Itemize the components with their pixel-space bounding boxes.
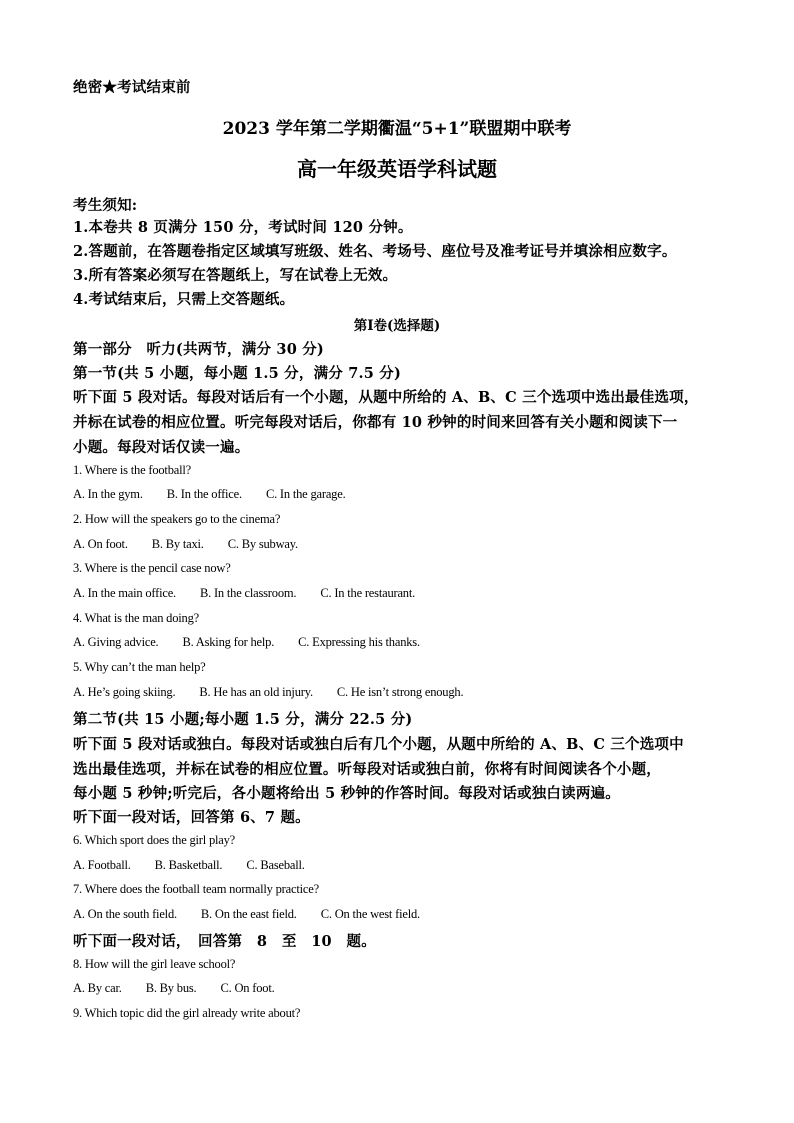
option-c: C. By subway. <box>227 537 298 551</box>
option-c: C. He isn’t strong enough. <box>336 685 464 699</box>
question-options <box>73 487 346 502</box>
option-a: A. He’s going skiing. <box>73 685 176 699</box>
option-c: C. In the restaurant. <box>320 586 416 600</box>
option-b: B. Basketball. <box>154 858 223 872</box>
section2-instruction: 每小题 5 秒钟;听完后，各小题将给出 5 秒钟的作答时间。每段对话或独白读两遍。 <box>73 785 620 802</box>
option-b: B. By bus. <box>145 981 197 995</box>
option-a: A. By car. <box>73 981 122 995</box>
option-b: B. In the office. <box>166 487 242 501</box>
option-c: C. On foot. <box>220 981 275 995</box>
option-b: B. He has an old injury. <box>199 685 313 699</box>
notice-item: 1.本卷共 8 页满分 150 分，考试时间 120 分钟。 <box>73 219 413 236</box>
question-options <box>73 981 275 996</box>
question-text: 6. Which sport does the girl play? <box>73 833 236 847</box>
notice-item: 3.所有答案必须写在答题纸上，写在试卷上无效。 <box>73 267 398 284</box>
question-text: 4. What is the man doing? <box>73 611 199 625</box>
question-text: 7. Where does the football team normally practice? <box>73 882 319 896</box>
option-a: A. In the gym. <box>73 487 143 501</box>
part1-title: 第一部分 听力(共两节，满分 30 分) <box>73 341 324 358</box>
section1-title: 第一节(共 5 小题，每小题 1.5 分，满分 7.5 分) <box>73 365 402 382</box>
question-options <box>73 907 420 922</box>
option-a: A. Giving advice. <box>73 635 159 649</box>
exam-title: 2023 学年第二学期衢温“5+1”联盟期中联考 <box>222 119 572 139</box>
section2-title: 第二节(共 15 小题;每小题 1.5 分，满分 22.5 分) <box>73 711 413 728</box>
section2-instruction: 选出最佳选项，并标在试卷的相应位置。听每段对话或独白前，你将有时间阅读各个小题， <box>73 761 661 778</box>
option-b: B. By taxi. <box>151 537 204 551</box>
question-text: 9. Which topic did the girl already write about? <box>73 1006 301 1020</box>
option-a: A. In the main office. <box>73 586 176 600</box>
option-c: C. On the west field. <box>320 907 420 921</box>
notice-item: 2.答题前，在答题卷指定区域填写班级、姓名、考场号、座位号及准考证号并填涂相应数字。 <box>73 243 677 260</box>
option-c: C. In the garage. <box>265 487 346 501</box>
option-a: A. On foot. <box>73 537 128 551</box>
option-b: B. In the classroom. <box>199 586 297 600</box>
question-options <box>73 537 298 552</box>
exam-subtitle: 高一年级英语学科试题 <box>297 157 497 181</box>
section2-instruction: 听下面 5 段对话或独白。每段对话或独白后有几个小题，从题中所给的 A、B、C 三个选项中 <box>73 736 684 753</box>
group-title: 听下面一段对话，回答第 6、7 题。 <box>73 809 310 826</box>
question-text: 3. Where is the pencil case now? <box>73 561 231 575</box>
question-text: 8. How will the girl leave school? <box>73 957 236 971</box>
question-options <box>73 858 305 873</box>
question-text: 1. Where is the football? <box>73 463 191 477</box>
option-c: C. Expressing his thanks. <box>298 635 420 649</box>
option-a: A. Football. <box>73 858 131 872</box>
option-b: B. On the east field. <box>200 907 297 921</box>
confidential-label: 绝密★考试结束前 <box>73 79 191 96</box>
option-a: A. On the south field. <box>73 907 177 921</box>
notice-heading: 考生须知: <box>73 197 138 214</box>
group-title: 听下面一段对话， 回答第 8 至 10 题。 <box>73 933 376 950</box>
section1-instruction: 并标在试卷的相应位置。听完每段对话后，你都有 10 秒钟的时间来回答有关小题和阅读下一 <box>73 414 678 431</box>
question-options <box>73 586 415 601</box>
question-text: 2. How will the speakers go to the cinema? <box>73 512 281 526</box>
section1-instruction: 听下面 5 段对话。每段对话后有一个小题，从题中所给的 A、B、C 三个选项中选出最佳选项， <box>73 389 699 406</box>
option-b: B. Asking for help. <box>182 635 275 649</box>
volume-title: 第Ⅰ卷(选择题) <box>353 318 441 334</box>
question-options <box>73 635 420 650</box>
question-text: 5. Why can’t the man help? <box>73 660 206 674</box>
section1-instruction: 小题。每段对话仅读一遍。 <box>73 439 250 456</box>
option-c: C. Baseball. <box>246 858 305 872</box>
notice-item: 4.考试结束后，只需上交答题纸。 <box>73 291 295 308</box>
question-options <box>73 685 463 700</box>
